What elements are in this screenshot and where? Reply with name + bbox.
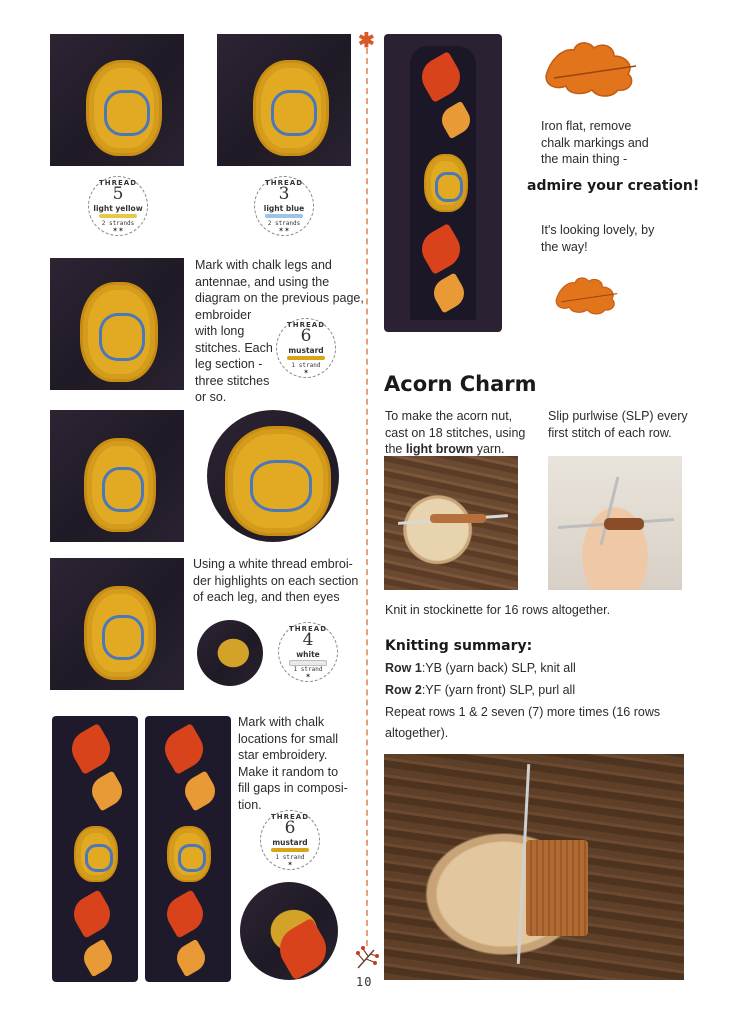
star-stitch-icon: ✶✶ bbox=[278, 226, 290, 234]
badge-number: 4 bbox=[302, 630, 314, 650]
text-line: Mark with chalk legs and bbox=[195, 258, 332, 272]
badge-color-name: mustard bbox=[288, 346, 324, 355]
text-line: diagram on the previous page, bbox=[195, 291, 364, 305]
text-line: Slip purlwise (SLP) every bbox=[548, 409, 688, 423]
photo-beetle-highlights bbox=[50, 558, 184, 690]
berry-sprig-icon bbox=[354, 944, 380, 970]
text-line: cast on 18 stitches, using bbox=[385, 425, 526, 440]
thread-badge-light-yellow bbox=[88, 176, 148, 236]
yarn-name: light brown bbox=[405, 442, 474, 456]
photo-bookmark-before-stars bbox=[52, 716, 138, 982]
star-stitch-icon: ✶ bbox=[303, 368, 309, 376]
star-stitch-icon: ✶ bbox=[305, 672, 311, 680]
badge-color-name: light yellow bbox=[93, 204, 143, 213]
badge-color-name: white bbox=[296, 650, 320, 659]
oak-leaf-icon bbox=[540, 36, 640, 100]
text-line: first stitch of each row. bbox=[548, 425, 672, 440]
text-line: star embroidery. bbox=[238, 748, 328, 762]
photo-beetle-closeup bbox=[207, 410, 339, 542]
badge-strands: 2 strands bbox=[101, 220, 135, 227]
text-line: chalk markings and bbox=[541, 135, 649, 150]
row-label: Row 2 bbox=[385, 683, 422, 697]
row-2-instruction bbox=[385, 682, 575, 699]
thread-badge-light-blue bbox=[254, 176, 314, 236]
row-text: :YB (yarn back) SLP, knit all bbox=[421, 661, 576, 675]
badge-number: 5 bbox=[112, 184, 124, 204]
photo-beetle-yellow-outline bbox=[50, 34, 184, 166]
photo-finished-bookmark bbox=[384, 34, 502, 332]
text-span: the bbox=[385, 442, 403, 456]
skein-icon bbox=[99, 214, 137, 218]
photo-cast-on-stitches bbox=[384, 456, 518, 590]
badge-strands: 1 strand bbox=[291, 362, 321, 369]
photo-stars-closeup bbox=[240, 882, 338, 980]
text-line: or so. bbox=[195, 390, 227, 404]
badge-color-name: mustard bbox=[272, 838, 308, 847]
text-line: To make the acorn nut, bbox=[385, 409, 513, 423]
text-line: the main thing - bbox=[541, 152, 628, 166]
star-stitch-icon: ✶✶ bbox=[112, 226, 124, 234]
text-span: yarn. bbox=[476, 442, 505, 456]
photo-knitted-swatch bbox=[384, 754, 684, 980]
text-line: locations for small bbox=[238, 731, 339, 746]
badge-label: THREAD bbox=[288, 625, 328, 633]
stockinette-text: Knit in stockinette for 16 rows altogether. bbox=[385, 603, 611, 617]
text-line: of each leg, and then eyes bbox=[193, 590, 340, 604]
skein-icon bbox=[287, 356, 325, 360]
text-line: Iron flat, remove bbox=[541, 119, 632, 133]
text-line: antennae, and using the bbox=[195, 274, 330, 289]
photo-slip-stitch bbox=[548, 456, 682, 590]
badge-color-name: light blue bbox=[263, 204, 305, 213]
badge-number: 3 bbox=[278, 184, 290, 204]
oak-leaf-small-icon bbox=[552, 272, 620, 318]
text-line: Make it random to bbox=[238, 764, 339, 779]
text-line: tion. bbox=[238, 797, 262, 812]
star-stitch-icon: ✶ bbox=[287, 860, 293, 868]
step-highlights-text bbox=[193, 556, 363, 606]
knitting-summary-title: Knitting summary: bbox=[385, 638, 533, 654]
text-line: with long bbox=[195, 324, 245, 338]
thread-badge-white bbox=[278, 622, 338, 682]
badge-strands: 1 strand bbox=[293, 666, 323, 673]
photo-beetle-blue-outline bbox=[217, 34, 351, 166]
badge-strands: 1 strand bbox=[275, 854, 305, 861]
row-1-instruction bbox=[385, 660, 576, 677]
badge-label: THREAD bbox=[264, 179, 304, 187]
text-line: altogether). bbox=[385, 726, 449, 741]
row-text: :YF (yarn front) SLP, purl all bbox=[421, 683, 576, 697]
photo-beetle-legs-embroidered bbox=[50, 410, 184, 542]
text-line: three stitches bbox=[195, 373, 270, 388]
step-stars-text bbox=[238, 714, 363, 813]
thread-badge-mustard bbox=[276, 318, 336, 378]
photo-bookmark-chalk-marked bbox=[145, 716, 231, 982]
badge-number: 6 bbox=[284, 818, 296, 838]
badge-label: THREAD bbox=[98, 179, 138, 187]
badge-strands: 2 strands bbox=[267, 220, 301, 227]
thread-badge-mustard-stars bbox=[260, 810, 320, 870]
lovely-text bbox=[541, 222, 691, 255]
text-line: Using a white thread embroi- bbox=[193, 557, 353, 571]
text-line: Mark with chalk bbox=[238, 715, 325, 729]
slip-text bbox=[548, 408, 698, 441]
acorn-intro-text bbox=[385, 408, 535, 458]
skein-icon bbox=[271, 848, 309, 852]
text-line: leg section - bbox=[195, 357, 263, 371]
badge-label: THREAD bbox=[270, 813, 310, 821]
asterisk-icon: ✱ bbox=[358, 30, 375, 52]
repeat-instruction bbox=[385, 702, 685, 745]
column-divider bbox=[366, 48, 368, 946]
photo-beetle-legs-marked bbox=[50, 258, 184, 390]
acorn-charm-title: Acorn Charm bbox=[384, 372, 537, 396]
page-number: 10 bbox=[356, 975, 373, 989]
photo-leg-highlight-closeup bbox=[197, 620, 263, 686]
text-line: der highlights on each section bbox=[193, 573, 359, 588]
text-line: Repeat rows 1 & 2 seven (7) more times (16 rows bbox=[385, 705, 661, 719]
finish-text bbox=[541, 118, 681, 168]
text-line: fill gaps in composi- bbox=[238, 781, 348, 795]
skein-icon bbox=[265, 214, 303, 218]
text-line: embroider bbox=[195, 307, 252, 322]
badge-number: 6 bbox=[300, 326, 312, 346]
text-line: the way! bbox=[541, 239, 588, 254]
text-line: stitches. Each bbox=[195, 340, 273, 355]
admire-heading: admire your creation! bbox=[527, 178, 700, 194]
badge-label: THREAD bbox=[286, 321, 326, 329]
row-label: Row 1 bbox=[385, 661, 422, 675]
text-line: It's looking lovely, by bbox=[541, 223, 655, 237]
